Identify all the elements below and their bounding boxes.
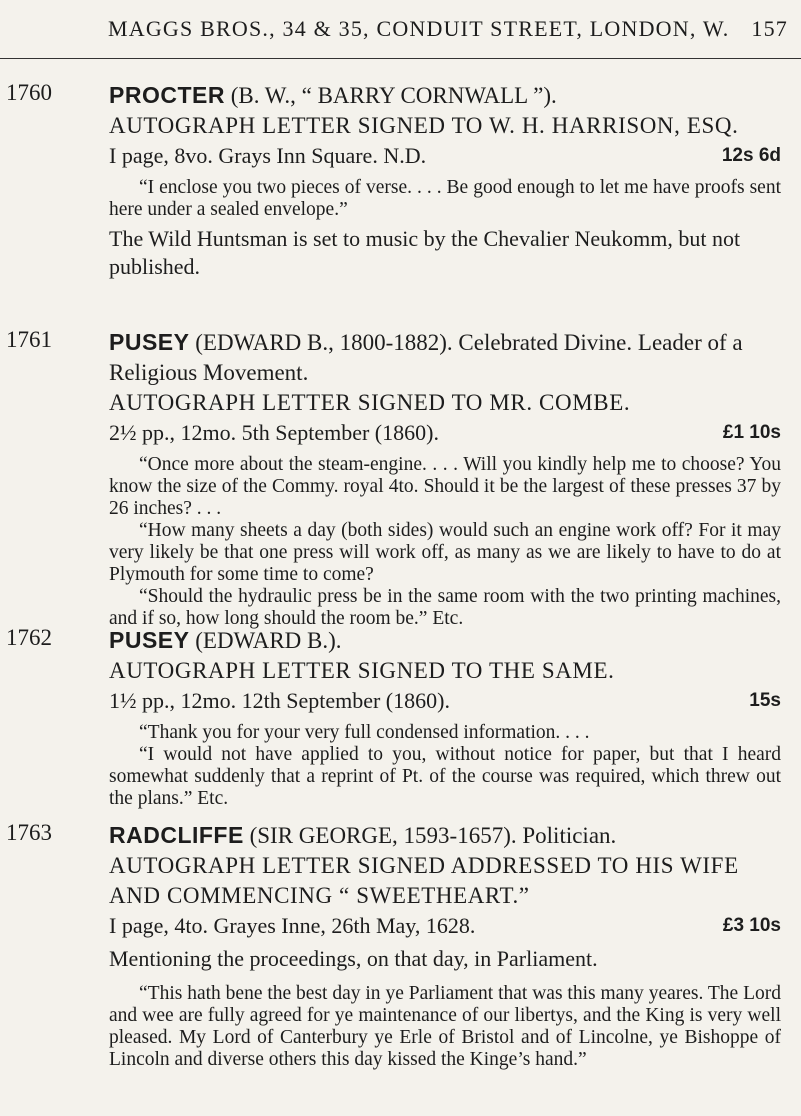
entry-body	[109, 625, 781, 810]
entry-name-details: (B. W., “ BARRY CORNWALL ”).	[230, 83, 557, 108]
entry-surname: PROCTER	[109, 82, 225, 108]
entry-name-details: (EDWARD B., 1800-1882). Celebrated Divine. Leader of a Religious Movement.	[109, 330, 743, 385]
entry-note: The Wild Huntsman is set to music by the Chevalier Neukomm, but not published.	[109, 226, 741, 279]
entry-description-line: I page, 8vo. Grays Inn Square. N.D.	[109, 143, 427, 168]
entry-name	[109, 80, 781, 111]
entry-price: 15s	[749, 690, 781, 711]
entry-quote: “I would not have applied to you, without notice for paper, but that I heard somewhat suddenly that a reprint of Pt. of the course was required, which threw out the plans.” Etc.	[109, 744, 781, 809]
entry-description-line: I page, 4to. Grayes Inne, 26th May, 1628.	[109, 913, 476, 938]
entry-body	[109, 80, 781, 281]
entry-price: 12s 6d	[721, 145, 781, 166]
entry-description-line: 1½ pp., 12mo. 12th September (1860).	[109, 688, 450, 713]
entry-quote: “Should the hydraulic press be in the same room with the two printing machines, and if so, how long should the room be.” Etc.	[109, 586, 781, 629]
lot-number: 1763	[6, 820, 52, 845]
entry-price: £1 10s	[722, 422, 781, 443]
entry-surname: PUSEY	[109, 627, 190, 653]
entry-name-details: (EDWARD B.).	[195, 628, 342, 653]
entry-title: AUTOGRAPH LETTER SIGNED ADDRESSED TO HIS WIFE AND COMMENCING “ SWEETHEART.”	[109, 853, 739, 908]
entry-description-line: 2½ pp., 12mo. 5th September (1860).	[109, 420, 439, 445]
entry-name	[109, 327, 781, 388]
entry-name	[109, 625, 781, 656]
entry-title: AUTOGRAPH LETTER SIGNED TO THE SAME.	[109, 658, 615, 683]
entry-body	[109, 327, 781, 630]
entry-name-details: (SIR GEORGE, 1593-1657). Politician.	[249, 823, 617, 848]
publisher-line: MAGGS BROS., 34 & 35, CONDUIT STREET, LONDON, W.	[108, 16, 730, 41]
entry-title: AUTOGRAPH LETTER SIGNED TO W. H. HARRISON, ESQ.	[109, 113, 739, 138]
entry-surname: RADCLIFFE	[109, 822, 244, 848]
entry-surname: PUSEY	[109, 329, 190, 355]
entry-meta	[109, 686, 781, 716]
header-rule	[0, 58, 801, 59]
entry-meta	[109, 141, 781, 171]
entry-title: AUTOGRAPH LETTER SIGNED TO MR. COMBE.	[109, 390, 631, 415]
lot-number: 1760	[6, 80, 52, 105]
lot-number: 1761	[6, 327, 52, 352]
entry-quote: “Once more about the steam-engine. . . . Will you kindly help me to choose? You know the size of the Commy. royal 4to. Should it be the largest of these presses 37 by 26 inches? . . .	[109, 454, 781, 519]
entry-quote: “Thank you for your very full condensed information. . . .	[139, 722, 590, 743]
page-number: 157	[751, 16, 788, 41]
entry-quote: “This hath bene the best day in ye Parliament that was this many yeares. The Lord and wee are fully agreed for ye maintenance of our libertys, and the King is very well pleased. My Lord of Canterbury ye Erle of Bristol and of Lincolne, ye Bishoppe of Lincoln and diverse others this day kissed the Kinge’s hand.”	[109, 983, 781, 1070]
entry-meta	[109, 911, 781, 941]
entry-price: £3 10s	[722, 915, 781, 936]
entry-quote: “I enclose you two pieces of verse. . . . Be good enough to let me have proofs sent here under a sealed envelope.”	[109, 177, 781, 220]
entry-body	[109, 820, 781, 1071]
entry-meta	[109, 418, 781, 448]
lot-number: 1762	[6, 625, 52, 650]
page-header	[108, 16, 788, 42]
entry-quote: “How many sheets a day (both sides) would such an engine work off? For it may very likely be that one press will work off, as many as we are likely to have to do at Plymouth for some time to come?	[109, 520, 781, 585]
entry-note: Mentioning the proceedings, on that day, in Parliament.	[109, 946, 598, 971]
entry-name	[109, 820, 781, 851]
